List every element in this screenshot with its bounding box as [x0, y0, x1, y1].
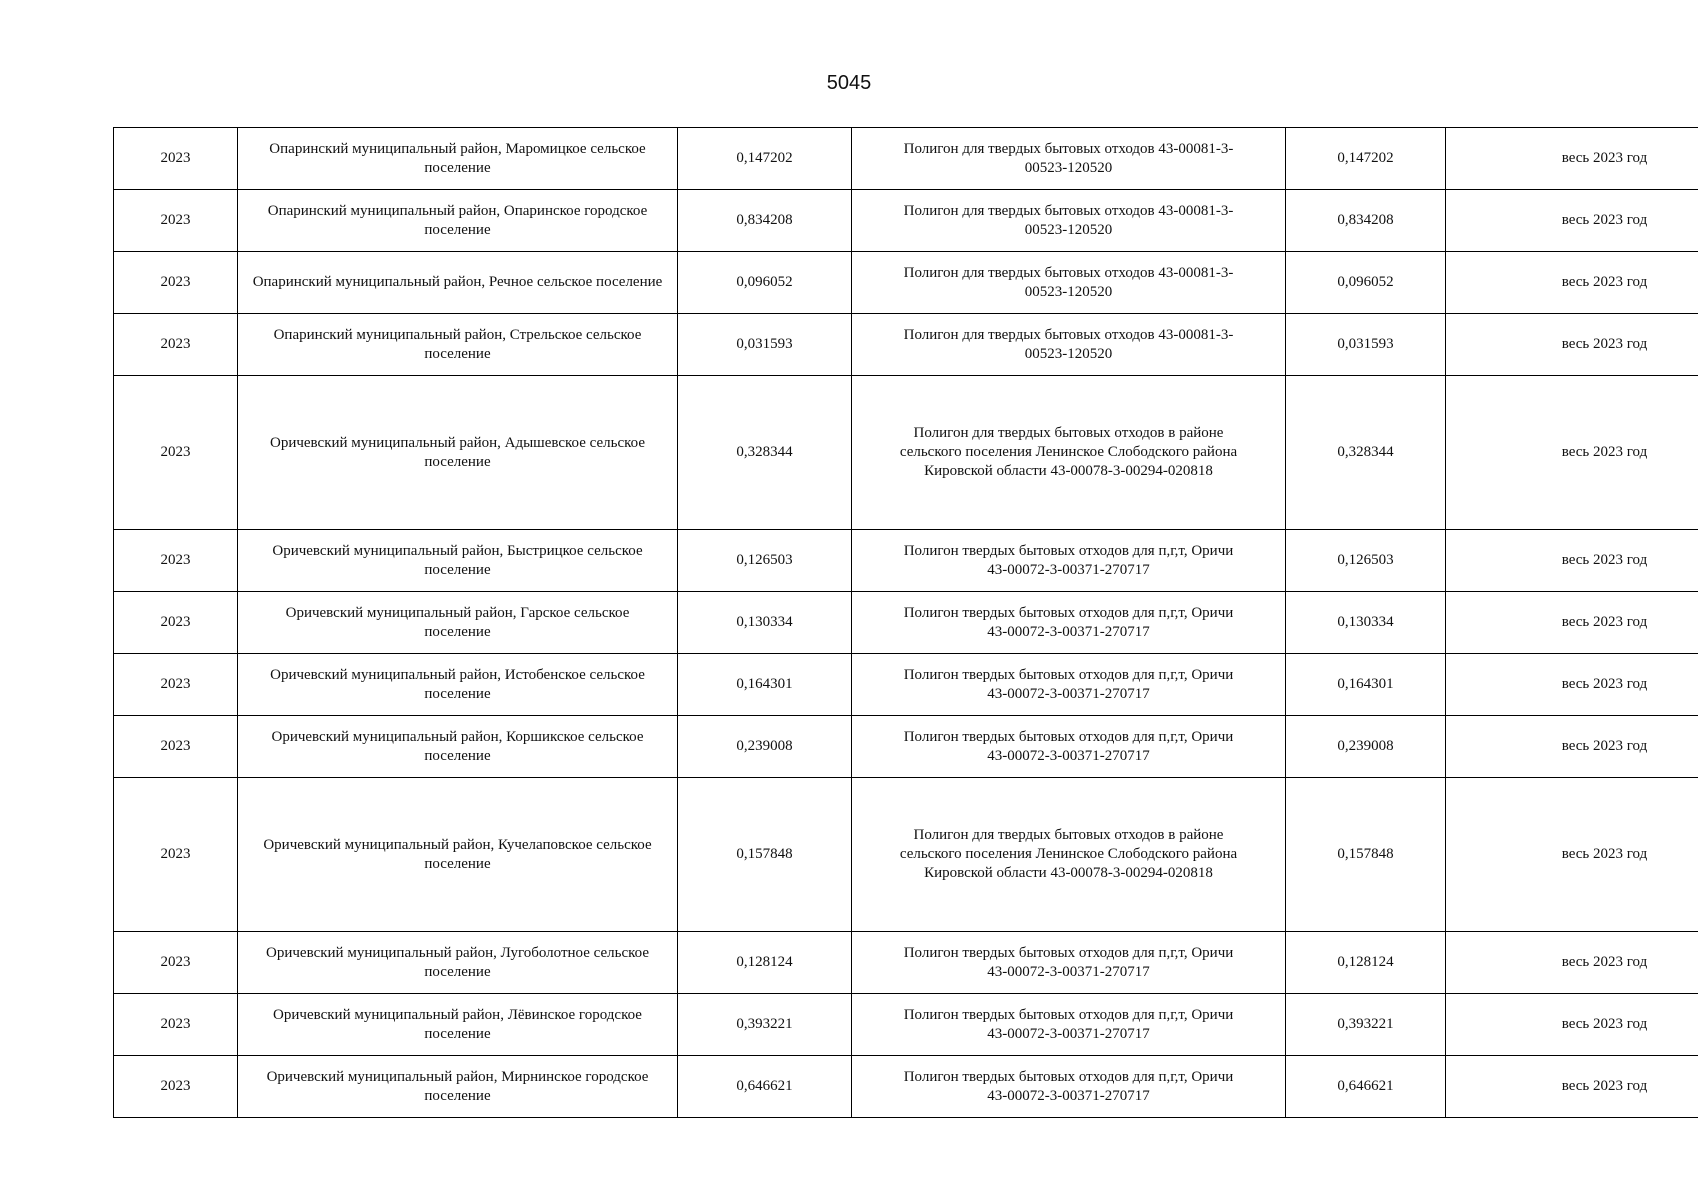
municipality-cell: Оричевский муниципальный район, Мирнинское городское поселение: [238, 1056, 678, 1118]
facility-line: Полигон для твердых бытовых отходов 43-00081-3-: [903, 202, 1234, 219]
municipality-cell: Опаринский муниципальный район, Речное сельское поселение: [238, 252, 678, 314]
volume-cell: 0,126503: [678, 530, 852, 592]
disposal-volume-cell: 0,164301: [1286, 654, 1446, 716]
facility-line: Полигон твердых бытовых отходов для п,г,т, Оричи: [903, 666, 1234, 683]
facility-line: 43-00072-3-00371-270717: [987, 623, 1150, 640]
table-row: [114, 1056, 1698, 1118]
disposal-volume-cell: 0,147202: [1286, 128, 1446, 190]
disposal-volume-cell: 0,126503: [1286, 530, 1446, 592]
facility-line: 43-00072-3-00371-270717: [987, 747, 1150, 764]
facility-line: сельского поселения Ленинское Слободского района: [899, 846, 1238, 862]
volume-cell: 0,834208: [678, 190, 852, 252]
facility-cell: [852, 314, 1286, 376]
disposal-volume-cell: 0,157848: [1286, 778, 1446, 932]
period-cell: весь 2023 год: [1446, 1056, 1698, 1118]
facility-line: 43-00072-3-00371-270717: [987, 1087, 1150, 1104]
facility-line: Полигон твердых бытовых отходов для п,г,т, Оричи: [903, 542, 1234, 559]
municipality-cell: Оричевский муниципальный район, Кучелаповское сельское поселение: [238, 778, 678, 932]
volume-cell: 0,147202: [678, 128, 852, 190]
facility-cell: [852, 716, 1286, 778]
volume-cell: 0,164301: [678, 654, 852, 716]
facility-cell: [852, 654, 1286, 716]
volume-cell: 0,646621: [678, 1056, 852, 1118]
facility-line: Кировской области 43-00078-3-00294-020818: [924, 865, 1213, 881]
facility-line: 43-00072-3-00371-270717: [987, 1025, 1150, 1042]
table-row: [114, 592, 1698, 654]
facility-line: сельского поселения Ленинское Слободского района: [899, 444, 1238, 460]
table-row: [114, 932, 1698, 994]
volume-cell: 0,157848: [678, 778, 852, 932]
year-cell: 2023: [114, 252, 238, 314]
disposal-volume-cell: 0,834208: [1286, 190, 1446, 252]
municipality-cell: Оричевский муниципальный район, Коршикское сельское поселение: [238, 716, 678, 778]
period-cell: весь 2023 год: [1446, 128, 1698, 190]
facility-cell: [852, 128, 1286, 190]
period-cell: весь 2023 год: [1446, 252, 1698, 314]
period-cell: весь 2023 год: [1446, 530, 1698, 592]
facility-line: Кировской области 43-00078-3-00294-020818: [924, 463, 1213, 479]
year-cell: 2023: [114, 716, 238, 778]
volume-cell: 0,393221: [678, 994, 852, 1056]
municipality-cell: Опаринский муниципальный район, Маромицкое сельское поселение: [238, 128, 678, 190]
table-row: [114, 190, 1698, 252]
facility-cell: [852, 376, 1286, 530]
disposal-volume-cell: 0,239008: [1286, 716, 1446, 778]
year-cell: 2023: [114, 128, 238, 190]
facility-cell: [852, 530, 1286, 592]
facility-line: 43-00072-3-00371-270717: [987, 561, 1150, 578]
facility-cell: [852, 1056, 1286, 1118]
volume-cell: 0,328344: [678, 376, 852, 530]
volume-cell: 0,096052: [678, 252, 852, 314]
facility-line: 00523-120520: [1024, 159, 1113, 176]
period-cell: весь 2023 год: [1446, 654, 1698, 716]
municipality-cell: Опаринский муниципальный район, Опаринское городское поселение: [238, 190, 678, 252]
facility-cell: [852, 778, 1286, 932]
period-cell: весь 2023 год: [1446, 376, 1698, 530]
facility-line: Полигон для твердых бытовых отходов в районе: [913, 425, 1224, 441]
facility-line: Полигон для твердых бытовых отходов в районе: [913, 827, 1224, 843]
period-cell: весь 2023 год: [1446, 314, 1698, 376]
disposal-volume-cell: 0,328344: [1286, 376, 1446, 530]
facility-line: 00523-120520: [1024, 345, 1113, 362]
period-cell: весь 2023 год: [1446, 994, 1698, 1056]
facility-cell: [852, 190, 1286, 252]
table-row: [114, 128, 1698, 190]
table-row: [114, 716, 1698, 778]
disposal-volume-cell: 0,128124: [1286, 932, 1446, 994]
facility-line: 43-00072-3-00371-270717: [987, 963, 1150, 980]
municipality-cell: Оричевский муниципальный район, Гарское сельское поселение: [238, 592, 678, 654]
disposal-volume-cell: 0,096052: [1286, 252, 1446, 314]
waste-volume-table: [113, 127, 1698, 1118]
facility-line: Полигон твердых бытовых отходов для п,г,т, Оричи: [903, 1068, 1234, 1085]
facility-line: Полигон твердых бытовых отходов для п,г,т, Оричи: [903, 1006, 1234, 1023]
municipality-cell: Оричевский муниципальный район, Истобенское сельское поселение: [238, 654, 678, 716]
municipality-cell: Оричевский муниципальный район, Быстрицкое сельское поселение: [238, 530, 678, 592]
facility-cell: [852, 252, 1286, 314]
year-cell: 2023: [114, 1056, 238, 1118]
facility-line: Полигон твердых бытовых отходов для п,г,т, Оричи: [903, 728, 1234, 745]
year-cell: 2023: [114, 592, 238, 654]
table-row: [114, 376, 1698, 530]
facility-line: Полигон для твердых бытовых отходов 43-00081-3-: [903, 326, 1234, 343]
municipality-cell: Опаринский муниципальный район, Стрельское сельское поселение: [238, 314, 678, 376]
page-number: 5045: [826, 72, 872, 94]
disposal-volume-cell: 0,646621: [1286, 1056, 1446, 1118]
facility-line: Полигон для твердых бытовых отходов 43-00081-3-: [903, 140, 1234, 157]
year-cell: 2023: [114, 314, 238, 376]
year-cell: 2023: [114, 994, 238, 1056]
facility-cell: [852, 592, 1286, 654]
disposal-volume-cell: 0,130334: [1286, 592, 1446, 654]
table-row: [114, 530, 1698, 592]
table-row: [114, 252, 1698, 314]
year-cell: 2023: [114, 190, 238, 252]
disposal-volume-cell: 0,031593: [1286, 314, 1446, 376]
volume-cell: 0,239008: [678, 716, 852, 778]
facility-line: Полигон твердых бытовых отходов для п,г,т, Оричи: [903, 604, 1234, 621]
municipality-cell: Оричевский муниципальный район, Лёвинское городское поселение: [238, 994, 678, 1056]
year-cell: 2023: [114, 376, 238, 530]
facility-cell: [852, 932, 1286, 994]
facility-line: 00523-120520: [1024, 221, 1113, 238]
year-cell: 2023: [114, 932, 238, 994]
table-row: [114, 314, 1698, 376]
volume-cell: 0,128124: [678, 932, 852, 994]
volume-cell: 0,031593: [678, 314, 852, 376]
table-body: [114, 128, 1698, 1118]
period-cell: весь 2023 год: [1446, 592, 1698, 654]
table-row: [114, 778, 1698, 932]
municipality-cell: Оричевский муниципальный район, Лугоболотное сельское поселение: [238, 932, 678, 994]
facility-line: Полигон твердых бытовых отходов для п,г,т, Оричи: [903, 944, 1234, 961]
volume-cell: 0,130334: [678, 592, 852, 654]
period-cell: весь 2023 год: [1446, 190, 1698, 252]
facility-line: 00523-120520: [1024, 283, 1113, 300]
year-cell: 2023: [114, 654, 238, 716]
year-cell: 2023: [114, 530, 238, 592]
period-cell: весь 2023 год: [1446, 716, 1698, 778]
table-row: [114, 654, 1698, 716]
period-cell: весь 2023 год: [1446, 932, 1698, 994]
disposal-volume-cell: 0,393221: [1286, 994, 1446, 1056]
year-cell: 2023: [114, 778, 238, 932]
facility-line: Полигон для твердых бытовых отходов 43-00081-3-: [903, 264, 1234, 281]
facility-cell: [852, 994, 1286, 1056]
period-cell: весь 2023 год: [1446, 778, 1698, 932]
municipality-cell: Оричевский муниципальный район, Адышевское сельское поселение: [238, 376, 678, 530]
table-row: [114, 994, 1698, 1056]
facility-line: 43-00072-3-00371-270717: [987, 685, 1150, 702]
